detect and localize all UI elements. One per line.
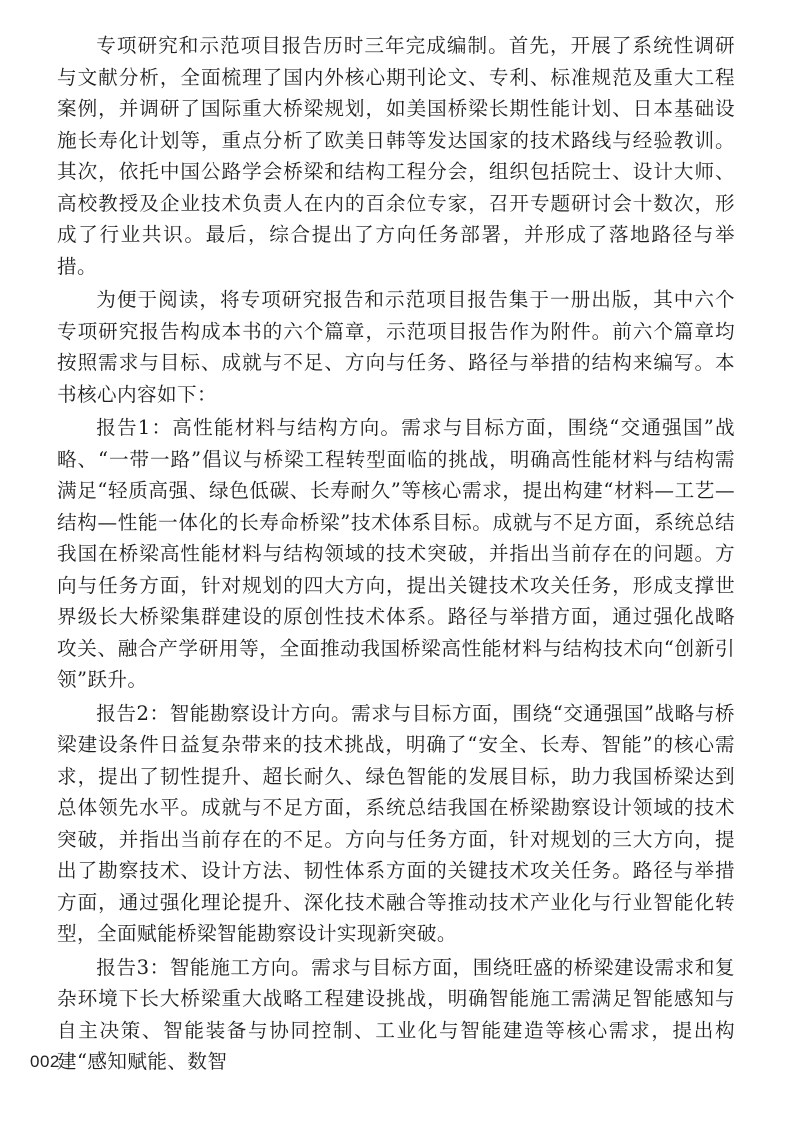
document-body — [57, 30, 735, 1080]
paragraph-research-process: 专项研究和示范项目报告历时三年完成编制。首先，开展了系统性调研与文献分析，全面梳理了国内外核心期刊论文、专利、标准规范及重大工程案例，并调研了国际重大桥梁规划，如美国桥梁长期性能计划、日本基础设施长寿化计划等，重点分析了欧美日韩等发达国家的技术路线与经验教训。其次，依托中国公路学会桥梁和结构工程分会，组织包括院士、设计大师、高校教授及企业技术负责人在内的百余位专家，召开专题研讨会十数次，形成了行业共识。最后，综合提出了方向任务部署，并形成了落地路径与举措。 — [57, 34, 735, 278]
paragraph-report-1: 报告1：高性能材料与结构方向。需求与目标方面，围绕“交通强国”战略、“一带一路”倡议与桥梁工程转型面临的挑战，明确高性能材料与结构需满足“轻质高强、绿色低碳、长寿耐久”等核心需求，提出构建“材料—工艺—结构—性能一体化的长寿命桥梁”技术体系目标。成就与不足方面，系统总结我国在桥梁高性能材料与结构领域的技术突破，并指出当前存在的问题。方向与任务方面，针对规划的四大方向，提出关键技术攻关任务，形成支撑世界级长大桥梁集群建设的原创性技术体系。路径与举措方面，通过强化战略攻关、融合产学研用等，全面推动我国桥梁高性能材料与结构技术向“创新引领”跃升。 — [57, 416, 735, 691]
paragraph-report-3: 报告3：智能施工方向。需求与目标方面，围绕旺盛的桥梁建设需求和复杂环境下长大桥梁重大战略工程建设挑战，明确智能施工需满足智能感知与自主决策、智能装备与协同控制、工业化与智能建造等核心需求，提出构建“感知赋能、数智 — [57, 955, 735, 1073]
paragraph-report-2: 报告2：智能勘察设计方向。需求与目标方面，围绕“交通强国”战略与桥梁建设条件日益复杂带来的技术挑战，明确了“安全、长寿、智能”的核心需求，提出了韧性提升、超长耐久、绿色智能的发展目标，助力我国桥梁达到总体领先水平。成就与不足方面，系统总结我国在桥梁勘察设计领域的技术突破，并指出当前存在的不足。方向与任务方面，针对规划的三大方向，提出了勘察技术、设计方法、韧性体系方面的关键技术攻关任务。路径与举措方面，通过强化理论提升、深化技术融合等推动技术产业化与行业智能化转型，全面赋能桥梁智能勘察设计实现新突破。 — [57, 701, 735, 945]
page-number: 002 — [30, 1052, 60, 1071]
paragraph-book-structure: 为便于阅读，将专项研究报告和示范项目报告集于一册出版，其中六个专项研究报告构成本书的六个篇章，示范项目报告作为附件。前六个篇章均按照需求与目标、成就与不足、方向与任务、路径与举措的结构来编写。本书核心内容如下： — [57, 288, 735, 406]
